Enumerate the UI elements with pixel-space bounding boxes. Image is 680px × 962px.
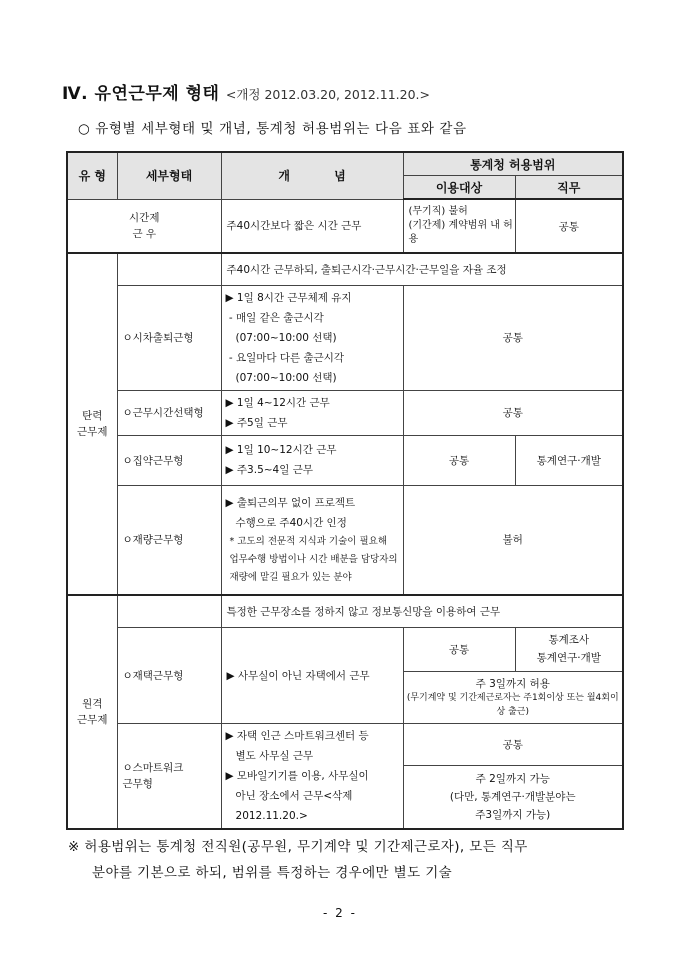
- footnote-line-1: ※ 허용범위는 통계청 전직원(공무원, 무기계약 및 기간제근로자), 모든 직무: [68, 839, 528, 855]
- flex-hours-name: ㅇ근무시간선택형: [117, 390, 221, 435]
- remote-summary: 특정한 근무장소를 정하지 않고 정보통신망을 이용하여 근무: [221, 595, 623, 627]
- remote-smart-scope: 공통: [403, 723, 623, 766]
- flex-summary: 주40시간 근무하되, 출퇴근시각·근무시간·근무일을 자율 조정: [221, 253, 623, 285]
- flex-compressed-target: 공통: [403, 435, 515, 485]
- flex-hours-scope: 공통: [403, 390, 623, 435]
- remote-smart-limit: 주 2일까지 가능: [475, 772, 550, 785]
- header-concept: 개 념: [221, 152, 403, 199]
- concept-line: - 매일 같은 출근시각: [225, 311, 324, 324]
- concept-line: ▶ 주3.5~4일 근무: [225, 464, 313, 476]
- concept-line: ▶ 1일 10~12시간 근무: [225, 444, 337, 456]
- remote-home-limit-cell: [403, 671, 623, 723]
- concept-line: 아닌 장소에서 근무<삭제: [225, 789, 353, 802]
- remote-smart-limit-cell: [403, 766, 623, 829]
- flex-staggered-name: ㅇ시차출퇴근형: [117, 285, 221, 390]
- header-type: 유 형: [67, 152, 117, 199]
- header-target: 이용대상: [403, 176, 515, 200]
- concept-line: ▶ 1일 8시간 근무체제 유지: [225, 291, 352, 304]
- flex-compressed-duty: 통계연구·개발: [515, 435, 623, 485]
- concept-line: ▶ 출퇴근의무 없이 프로젝트: [225, 496, 356, 509]
- remote-home-limit: 주 3일까지 허용: [475, 677, 550, 690]
- concept-line: ▶ 1일 4~12시간 근무: [225, 396, 330, 409]
- remote-smart-concept: [221, 723, 403, 829]
- concept-line: 별도 사무실 근무: [225, 749, 314, 762]
- header-subtype: 세부형태: [117, 152, 221, 199]
- flex-discretion-concept: [221, 485, 403, 595]
- parttime-name: 시간제 근 우: [67, 199, 221, 253]
- remote-home-name: ㅇ재택근무형: [117, 627, 221, 723]
- remote-smart-limit-note: (다만, 통계연구·개발분야는 주3일까지 가능): [449, 790, 576, 821]
- footnote-line-2: 분야를 기본으로 하되, 범위를 특정하는 경우에만 별도 기술: [92, 865, 453, 881]
- flex-staggered-scope: 공통: [403, 285, 623, 390]
- flexwork-table: [66, 151, 624, 830]
- concept-line: (07:00~10:00 선택): [225, 331, 337, 344]
- concept-line: - 요일마다 다른 출근시각: [225, 351, 345, 364]
- page-number: - 2 -: [323, 906, 357, 920]
- section-heading: [62, 79, 430, 104]
- remote-group-label: 원격 근무제: [67, 595, 117, 829]
- flex-discretion-name: ㅇ재량근무형: [117, 485, 221, 595]
- flex-compressed-name: ㅇ집약근무형: [117, 435, 221, 485]
- revision-date: <개정 2012.03.20, 2012.11.20.>: [225, 87, 430, 102]
- concept-line: ▶ 자택 인근 스마트워크센터 등: [225, 729, 369, 742]
- remote-smart-name: ㅇ스마트워크 근무형: [117, 723, 221, 829]
- flex-compressed-concept: [221, 435, 403, 485]
- concept-line: ▶ 모바일기기를 이용, 사무실이: [225, 769, 369, 782]
- intro-text: ○ 유형별 세부형태 및 개념, 통계청 허용범위는 다음 표와 같음: [78, 121, 467, 137]
- remote-home-target: 공통: [403, 627, 515, 671]
- concept-line: (07:00~10:00 선택): [225, 371, 337, 384]
- concept-line: ▶ 주5일 근무: [225, 416, 288, 429]
- footnote: [68, 834, 628, 886]
- concept-note: * 고도의 전문적 지식과 기술이 필요해 업무수행 방법이나 시간 배분을 담당자의 재량에 맡길 필요가 있는 분야: [229, 535, 398, 583]
- header-scope: 통계청 허용범위: [403, 152, 623, 176]
- concept-line: 수행으로 주40시간 인정: [225, 516, 347, 529]
- flex-hours-concept: [221, 390, 403, 435]
- flex-group-label: 탄력 근무제: [67, 253, 117, 595]
- parttime-concept: 주40시간보다 짧은 시간 근무: [221, 199, 403, 253]
- remote-home-duty: 통계조사 통계연구·개발: [515, 627, 623, 671]
- remote-home-limit-note: (무기계약 및 기간제근로자는 주1회이상 또는 월4회이상 출근): [406, 692, 619, 717]
- remote-home-concept: ▶ 사무실이 아닌 자택에서 근무: [221, 627, 403, 723]
- parttime-duty: 공통: [515, 199, 623, 253]
- concept-line: 2012.11.20.>: [225, 809, 308, 822]
- section-title: Ⅳ. 유연근무제 형태: [62, 84, 220, 104]
- parttime-target: (무기직) 불허 (기간제) 계약범위 내 허용: [403, 199, 515, 253]
- flex-discretion-scope: 불허: [403, 485, 623, 595]
- header-duty: 직무: [515, 176, 623, 200]
- flex-staggered-concept: [221, 285, 403, 390]
